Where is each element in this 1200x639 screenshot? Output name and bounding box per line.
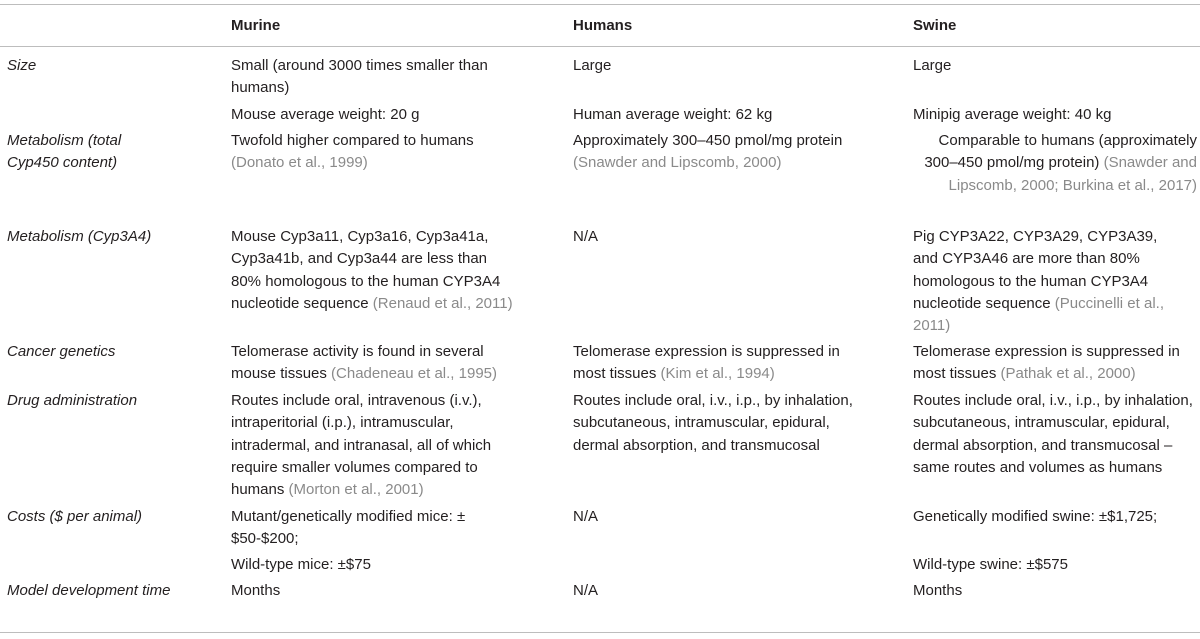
citation-link[interactable]: (Snawder and Lipscomb, 2000; Burkina et al., 2017) (948, 154, 1197, 194)
citation-link[interactable]: (Morton et al., 2001) (288, 481, 424, 499)
cell-size-swine: Large (913, 57, 952, 74)
cell-metabolism-cyp3a4-humans: N/A (573, 228, 599, 245)
row-label-metabolism-total: Metabolism (total Cyp450 content) (7, 132, 122, 172)
row-label-cancer-genetics: Cancer genetics (7, 343, 116, 360)
cell-size-murine: Small (around 3000 times smaller than humans) (231, 57, 488, 97)
citation-link[interactable]: (Kim et al., 1994) (660, 365, 775, 383)
row-label-model-development-time: Model development time (7, 582, 171, 599)
cell-size-swine-weight: Minipig average weight: 40 kg (913, 106, 1112, 123)
cell-cancer-swine (913, 341, 1197, 386)
cell-metabolism-total-murine (231, 130, 561, 175)
citation-link[interactable]: (Donato et al., 1999) (231, 154, 368, 172)
cell-text: Telomerase expression is suppressed in most tissues (913, 343, 1180, 383)
column-header-humans: Humans (573, 17, 633, 34)
cell-text: Telomerase activity is found in several mouse tissues (231, 343, 484, 383)
cell-text: Comparable to humans (approximately 300–450 pmol/mg protein) (924, 132, 1197, 172)
cell-text: Telomerase expression is suppressed in most tissues (573, 343, 840, 383)
cell-size-humans: Large (573, 57, 612, 74)
table-bottom-rule (0, 632, 1200, 633)
header-rule (0, 46, 1200, 47)
cell-text: Mouse Cyp3a11, Cyp3a16, Cyp3a41a, Cyp3a41b, and Cyp3a44 are less than 80% homologous to the human CYP3A4 nucleotide sequence (231, 228, 501, 312)
citation-link[interactable]: (Chadeneau et al., 1995) (331, 365, 497, 383)
cell-costs-humans: N/A (573, 508, 599, 525)
cell-metabolism-cyp3a4-murine (231, 226, 516, 315)
cell-text: Twofold higher compared to humans (231, 132, 474, 149)
column-header-murine: Murine (231, 17, 281, 34)
row-label-costs: Costs ($ per animal) (7, 508, 143, 525)
cell-drug-humans: Routes include oral, i.v., i.p., by inhalation, subcutaneous, intramuscular, epidural, dermal absorption, and transmucosal (573, 392, 853, 454)
cell-metabolism-total-humans (573, 130, 873, 175)
citation-link[interactable]: (Puccinelli et al., 2011) (913, 294, 1164, 335)
cell-drug-swine: Routes include oral, i.v., i.p., by inhalation, subcutaneous, intramuscular, epidural, dermal absorption, and transmucosal – same routes and volumes as humans (913, 392, 1193, 476)
cell-metabolism-total-swine (913, 130, 1197, 197)
citation-link[interactable]: (Renaud et al., 2011) (372, 294, 513, 312)
table-top-rule (0, 4, 1200, 5)
column-header-swine: Swine (913, 17, 957, 34)
cell-text: Routes include oral, intravenous (i.v.), intraperitorial (i.p.), intramuscular, intradermal, and intranasal, all of which require smaller volumes compared to humans (231, 392, 492, 499)
cell-costs-swine: Genetically modified swine: ±$1,725; (913, 508, 1158, 525)
cell-model-humans: N/A (573, 582, 599, 599)
cell-cancer-humans (573, 341, 873, 386)
cell-size-murine-weight: Mouse average weight: 20 g (231, 106, 420, 123)
cell-metabolism-cyp3a4-swine (913, 226, 1181, 337)
row-label-size: Size (7, 57, 37, 74)
cell-cancer-murine (231, 341, 521, 386)
cell-text: Pig CYP3A22, CYP3A29, CYP3A39, and CYP3A46 are more than 80% homologous to the human CYP3A4 nucleotide sequence (913, 228, 1158, 312)
cell-costs-murine: Mutant/genetically modified mice: ±$50-$200; (231, 508, 466, 548)
cell-costs-swine-wildtype: Wild-type swine: ±$575 (913, 556, 1068, 573)
cell-costs-murine-wildtype: Wild-type mice: ±$75 (231, 556, 371, 573)
cell-text: Approximately 300–450 pmol/mg protein (573, 132, 843, 149)
row-label-metabolism-cyp3a4: Metabolism (Cyp3A4) (7, 228, 152, 245)
row-label-drug-administration: Drug administration (7, 392, 138, 409)
cell-model-swine: Months (913, 582, 963, 599)
cell-model-murine: Months (231, 582, 281, 599)
citation-link[interactable]: (Pathak et al., 2000) (1000, 365, 1136, 383)
cell-size-humans-weight: Human average weight: 62 kg (573, 106, 773, 123)
citation-link[interactable]: (Snawder and Lipscomb, 2000) (573, 154, 782, 172)
cell-drug-murine (231, 390, 531, 501)
